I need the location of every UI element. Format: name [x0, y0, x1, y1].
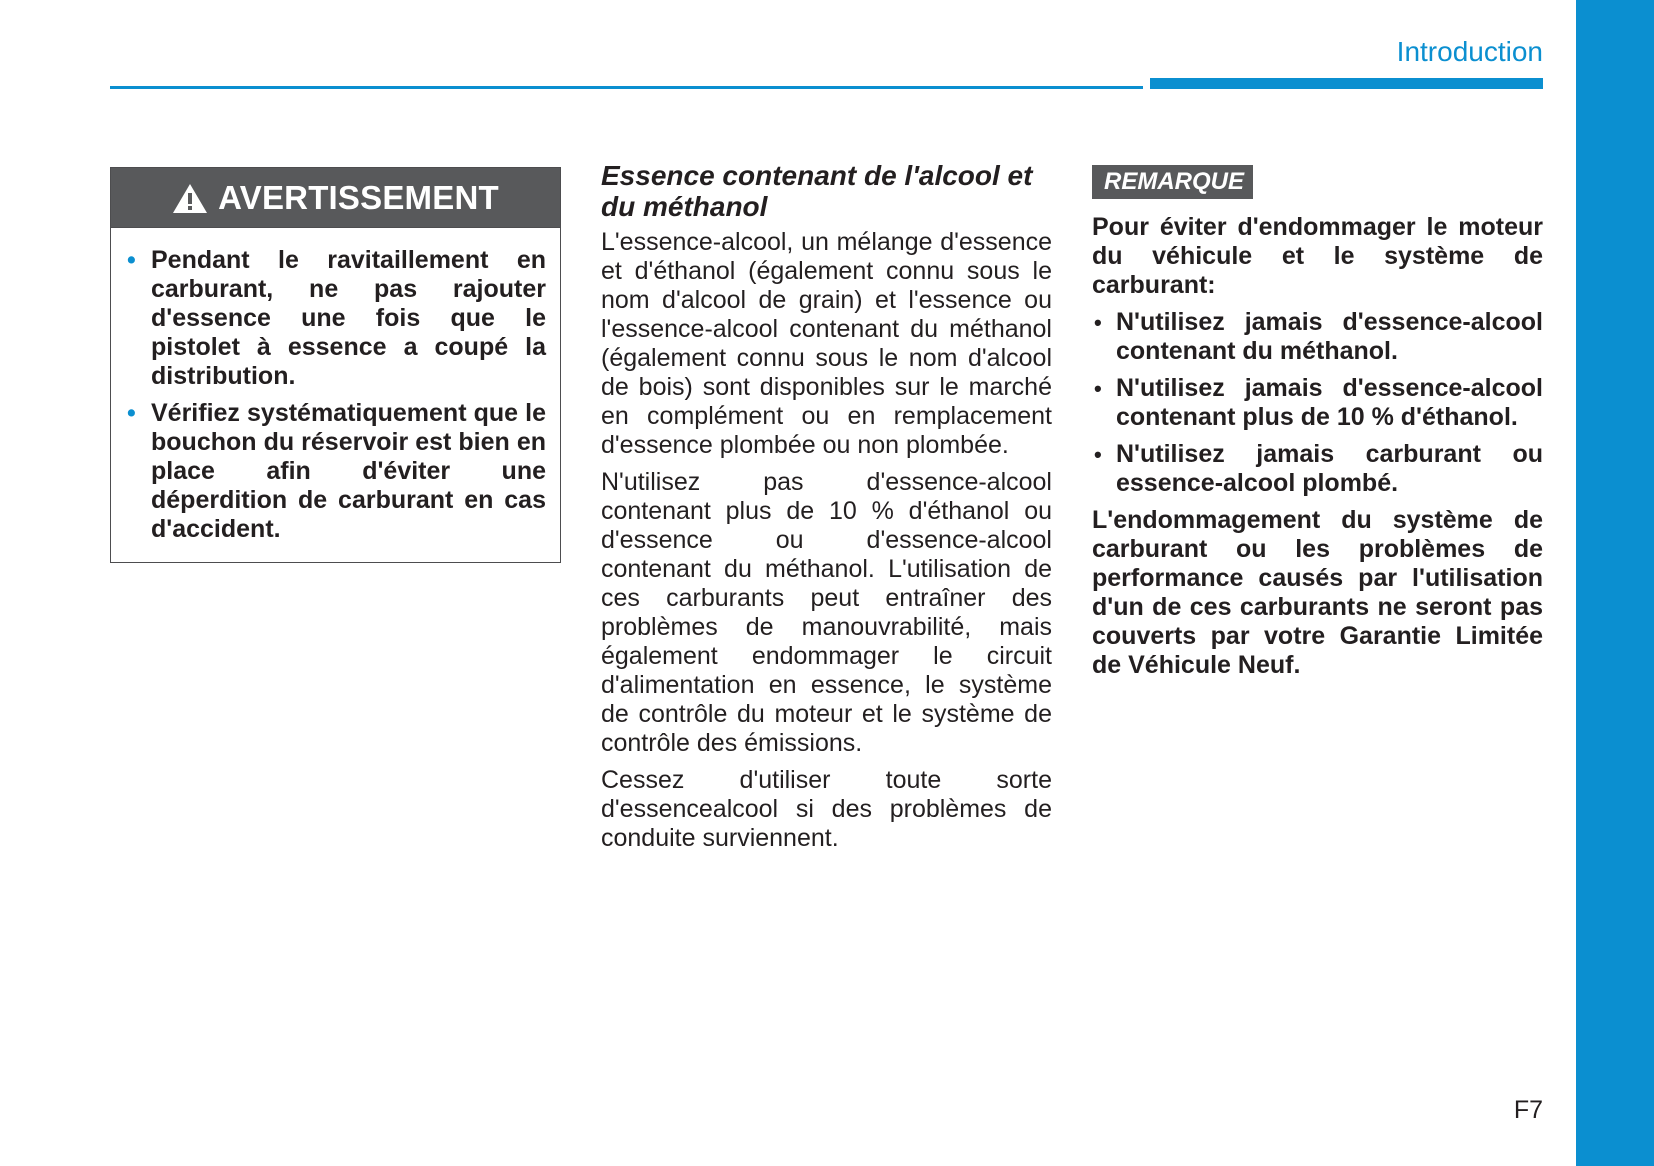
- header-rule: [110, 86, 1143, 89]
- remark-column: [1092, 165, 1543, 688]
- article-heading: Essence contenant de l'alcool et du méthanol: [601, 160, 1033, 222]
- side-chapter-tab: [1576, 0, 1654, 1166]
- warning-triangle-icon: [172, 182, 208, 214]
- warning-header: [111, 168, 560, 228]
- bullet-icon: •: [1094, 376, 1102, 401]
- remark-item: [1092, 374, 1543, 432]
- warning-box: [110, 167, 561, 563]
- article-paragraph: L'essence-alcool, un mélange d'essence et d'éthanol (également connu sous le nom d'alcool de grain) et l'essence ou l'essence-alcool contenant du méthanol (également connu sous le nom d'alcool de bois) sont disponibles sur le marché en complément ou en remplacement d'essence plombée ou non plombée.: [601, 228, 1052, 459]
- header-rule-accent: [1150, 78, 1543, 89]
- bullet-icon: •: [1094, 310, 1102, 335]
- remark-item-text: N'utilisez jamais d'essence-alcool contenant plus de 10 % d'éthanol.: [1116, 374, 1543, 431]
- warning-item-text: Vérifiez systématiquement que le bouchon du réservoir est bien en place afin d'éviter une déperdition de carburant en cas d'accident.: [151, 399, 546, 543]
- article-column: [601, 160, 1052, 861]
- warning-item: [127, 399, 546, 544]
- warning-item-text: Pendant le ravitaillement en carburant, ne pas rajouter d'essence une fois que le pistolet à essence a coupé la distribution.: [151, 246, 546, 390]
- warning-item: [127, 246, 546, 391]
- remark-intro: Pour éviter d'endommager le moteur du véhicule et le système de carburant:: [1092, 213, 1543, 299]
- bullet-icon: •: [1094, 442, 1102, 467]
- bullet-icon: •: [127, 399, 136, 427]
- article-paragraph: Cessez d'utiliser toute sorte d'essencealcool si des problèmes de conduite surviennent.: [601, 766, 1052, 852]
- remark-conclusion: L'endommagement du système de carburant ou les problèmes de performance causés par l'utilisation d'un de ces carburants ne seront pas couverts par votre Garantie Limitée de Véhicule Neuf.: [1092, 506, 1543, 679]
- section-title: Introduction: [1396, 36, 1543, 67]
- remark-item: [1092, 440, 1543, 498]
- remark-item: [1092, 308, 1543, 366]
- remark-label: REMARQUE: [1092, 165, 1253, 199]
- warning-list: [111, 228, 560, 544]
- article-paragraph: N'utilisez pas d'essence-alcool contenant plus de 10 % d'éthanol ou d'essence ou d'essence-alcool contenant du méthanol. L'utilisation de ces carburants peut entraîner des problèmes de manouvrabilité, mais également endommager le circuit d'alimentation en essence, le système de contrôle du moteur et le système de contrôle des émissions.: [601, 468, 1052, 757]
- warning-title: AVERTISSEMENT: [218, 178, 499, 216]
- remark-item-text: N'utilisez jamais carburant ou essence-alcool plombé.: [1116, 440, 1543, 497]
- page-number: F7: [1513, 1096, 1543, 1124]
- remark-item-text: N'utilisez jamais d'essence-alcool contenant du méthanol.: [1116, 308, 1543, 365]
- bullet-icon: •: [127, 246, 136, 274]
- remark-list: [1092, 308, 1543, 498]
